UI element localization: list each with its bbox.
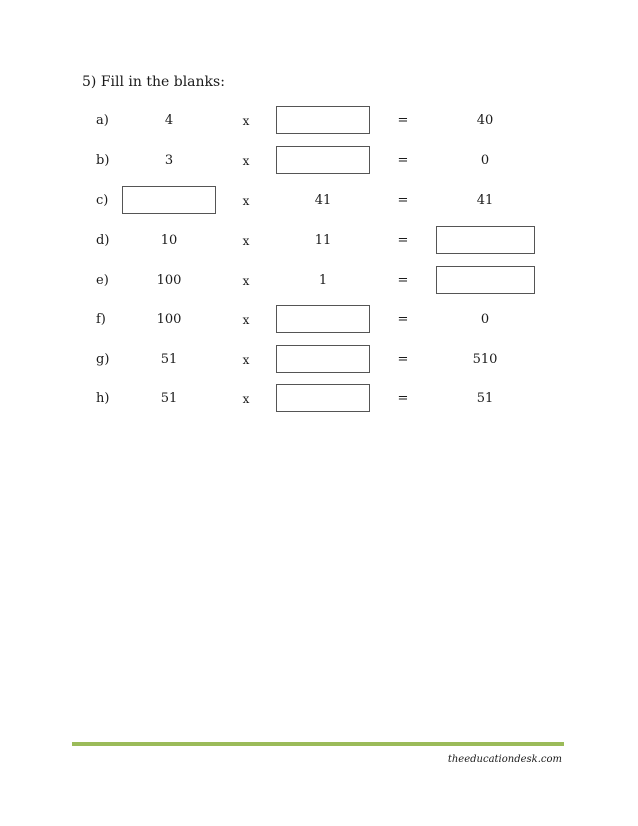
times-sign: x [242,313,250,327]
product: 0 [480,153,490,168]
problem-label: d) [96,233,110,248]
problem-row-f [0,305,638,335]
answer-blank-factor-1[interactable] [122,186,216,214]
equals-sign: = [397,233,409,248]
product: 510 [472,352,498,367]
problem-label: c) [96,193,109,208]
answer-blank-factor-2[interactable] [276,146,370,174]
factor-1: 100 [156,273,182,288]
times-sign: x [242,234,250,248]
problem-label: a) [96,113,109,128]
factor-1: 4 [164,113,174,128]
problem-label: e) [96,273,109,288]
problem-row-c [0,186,638,216]
problem-label: h) [96,391,110,406]
equals-sign: = [397,113,409,128]
product: 51 [476,391,494,406]
question-title: 5) Fill in the blanks: [82,74,225,90]
answer-blank-product[interactable] [436,266,535,294]
problem-label: f) [96,312,106,327]
answer-blank-factor-2[interactable] [276,345,370,373]
answer-blank-product[interactable] [436,226,535,254]
answer-blank-factor-2[interactable] [276,384,370,412]
times-sign: x [242,154,250,168]
times-sign: x [242,274,250,288]
times-sign: x [242,353,250,367]
factor-2: 41 [314,193,332,208]
answer-blank-factor-2[interactable] [276,305,370,333]
answer-blank-factor-2[interactable] [276,106,370,134]
problem-row-h [0,384,638,414]
factor-2: 11 [314,233,332,248]
factor-1: 100 [156,312,182,327]
product: 41 [476,193,494,208]
equals-sign: = [397,273,409,288]
problem-label: g) [96,352,110,367]
factor-2: 1 [318,273,328,288]
problem-row-b [0,146,638,176]
equals-sign: = [397,153,409,168]
equals-sign: = [397,312,409,327]
problem-row-a [0,106,638,136]
problem-row-g [0,345,638,375]
factor-1: 10 [160,233,178,248]
problem-row-e [0,266,638,296]
factor-1: 51 [160,391,178,406]
product: 0 [480,312,490,327]
times-sign: x [242,392,250,406]
product: 40 [476,113,494,128]
equals-sign: = [397,193,409,208]
footer-rule [72,742,564,746]
equals-sign: = [397,352,409,367]
factor-1: 3 [164,153,174,168]
problem-row-d [0,226,638,256]
problem-label: b) [96,153,110,168]
times-sign: x [242,194,250,208]
times-sign: x [242,114,250,128]
equals-sign: = [397,391,409,406]
factor-1: 51 [160,352,178,367]
footer-site-name: theeducationdesk.com [447,754,562,765]
